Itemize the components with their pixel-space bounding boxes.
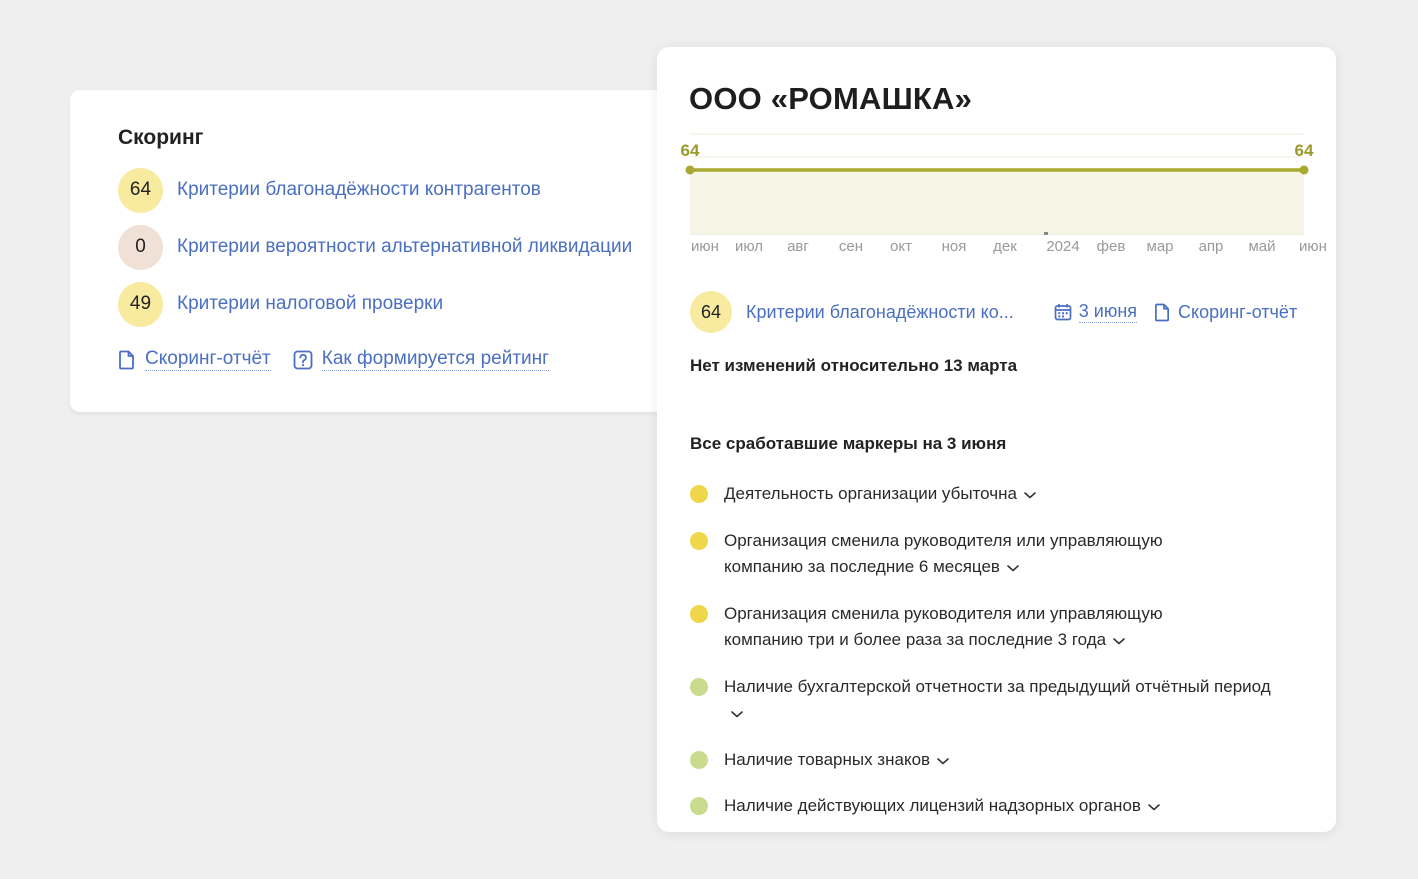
marker-item[interactable] — [690, 481, 1290, 507]
criterion-link[interactable]: Критерии благонадёжности ко... — [746, 301, 1014, 322]
x-tick-label: авг — [787, 238, 809, 255]
date-picker-link[interactable] — [1054, 301, 1137, 323]
scoring-title: Скоринг — [118, 126, 204, 149]
marker-label: Наличие товарных знаков — [724, 750, 931, 769]
how-rating-link[interactable] — [293, 348, 549, 371]
chart-area — [690, 170, 1304, 234]
marker-label: Деятельность организации убыточна — [724, 484, 1017, 503]
company-card — [657, 47, 1336, 832]
x-tick-label: май — [1248, 238, 1276, 255]
marker-status-dot — [690, 751, 708, 769]
left-links — [118, 348, 549, 371]
scoring-card — [70, 90, 710, 412]
score-row-tax-audit[interactable] — [118, 281, 443, 327]
date-label: 3 июня — [1078, 301, 1138, 321]
chevron-down-icon[interactable] — [730, 709, 744, 719]
chevron-down-icon[interactable] — [936, 756, 950, 766]
score-link[interactable]: Критерии налоговой проверки — [177, 293, 444, 314]
scoring-report-link[interactable] — [118, 348, 271, 371]
marker-item[interactable] — [690, 747, 1290, 773]
chevron-down-icon[interactable] — [1006, 563, 1020, 573]
marker-item[interactable] — [690, 674, 1280, 726]
chart-end-point — [1300, 166, 1309, 175]
scoring-report-label: Скоринг-отчёт — [145, 348, 271, 369]
markers-title: Все сработавшие маркеры на 3 июня — [690, 434, 1007, 453]
marker-label: Наличие действующих лицензий надзорных органов — [724, 796, 1141, 815]
chart-start-point — [686, 166, 695, 175]
marker-label: Наличие бухгалтерской отчетности за предыдущий отчётный период — [724, 677, 1271, 696]
current-score-row — [690, 291, 1304, 333]
score-badge: 64 — [118, 168, 163, 213]
chevron-down-icon[interactable] — [1147, 802, 1161, 812]
score-history-chart — [657, 127, 1336, 267]
no-change-note: Нет изменений относительно 13 марта — [690, 356, 1018, 375]
marker-status-dot — [690, 532, 708, 550]
x-tick-label: июл — [734, 238, 764, 255]
marker-status-dot — [690, 678, 708, 696]
chart-start-label: 64 — [680, 141, 700, 160]
marker-label: Организация сменила руководителя или управляющую компанию три и более раза за последние 3 года — [724, 604, 1163, 649]
document-icon — [1154, 303, 1171, 322]
marker-item[interactable] — [690, 528, 1180, 580]
x-tick-label: сен — [838, 238, 864, 255]
x-tick-label: мар — [1146, 238, 1174, 255]
score-row-reliability[interactable] — [118, 167, 541, 213]
question-icon — [293, 350, 313, 370]
score-link[interactable]: Критерии вероятности альтернативной ликвидации — [177, 236, 633, 257]
chart-x-ticks — [691, 238, 1327, 255]
score-badge: 0 — [118, 225, 163, 270]
scoring-report-label: Скоринг-отчёт — [1178, 301, 1298, 322]
marker-status-dot — [690, 797, 708, 815]
company-title: ООО «РОМАШКА» — [689, 81, 973, 116]
calendar-icon — [1054, 303, 1072, 321]
scoring-report-link[interactable] — [1154, 302, 1297, 323]
x-tick-label: дек — [993, 238, 1017, 255]
x-tick-label: фев — [1096, 238, 1126, 255]
marker-label: Организация сменила руководителя или управляющую компанию за последние 6 месяцев — [724, 531, 1163, 576]
score-link[interactable]: Критерии благонадёжности контрагентов — [177, 179, 541, 200]
score-row-liquidation[interactable] — [118, 224, 632, 270]
how-rating-label: Как формируется рейтинг — [321, 348, 550, 369]
chevron-down-icon[interactable] — [1112, 636, 1126, 646]
x-tick-label: июн — [1299, 238, 1327, 255]
document-icon — [118, 350, 136, 370]
marker-item[interactable] — [690, 601, 1180, 653]
score-badge: 49 — [118, 282, 163, 327]
marker-status-dot — [690, 605, 708, 623]
year-marker — [1044, 232, 1048, 235]
marker-item[interactable] — [690, 793, 1290, 819]
chevron-down-icon[interactable] — [1023, 490, 1037, 500]
x-tick-label: апр — [1198, 238, 1224, 255]
chart-end-label: 64 — [1294, 141, 1314, 160]
x-tick-label: ноя — [941, 238, 967, 255]
marker-status-dot — [690, 485, 708, 503]
x-tick-label: 2024 — [1046, 238, 1080, 255]
x-tick-label: июн — [691, 238, 719, 255]
score-badge: 64 — [690, 291, 732, 333]
x-tick-label: окт — [890, 238, 912, 255]
